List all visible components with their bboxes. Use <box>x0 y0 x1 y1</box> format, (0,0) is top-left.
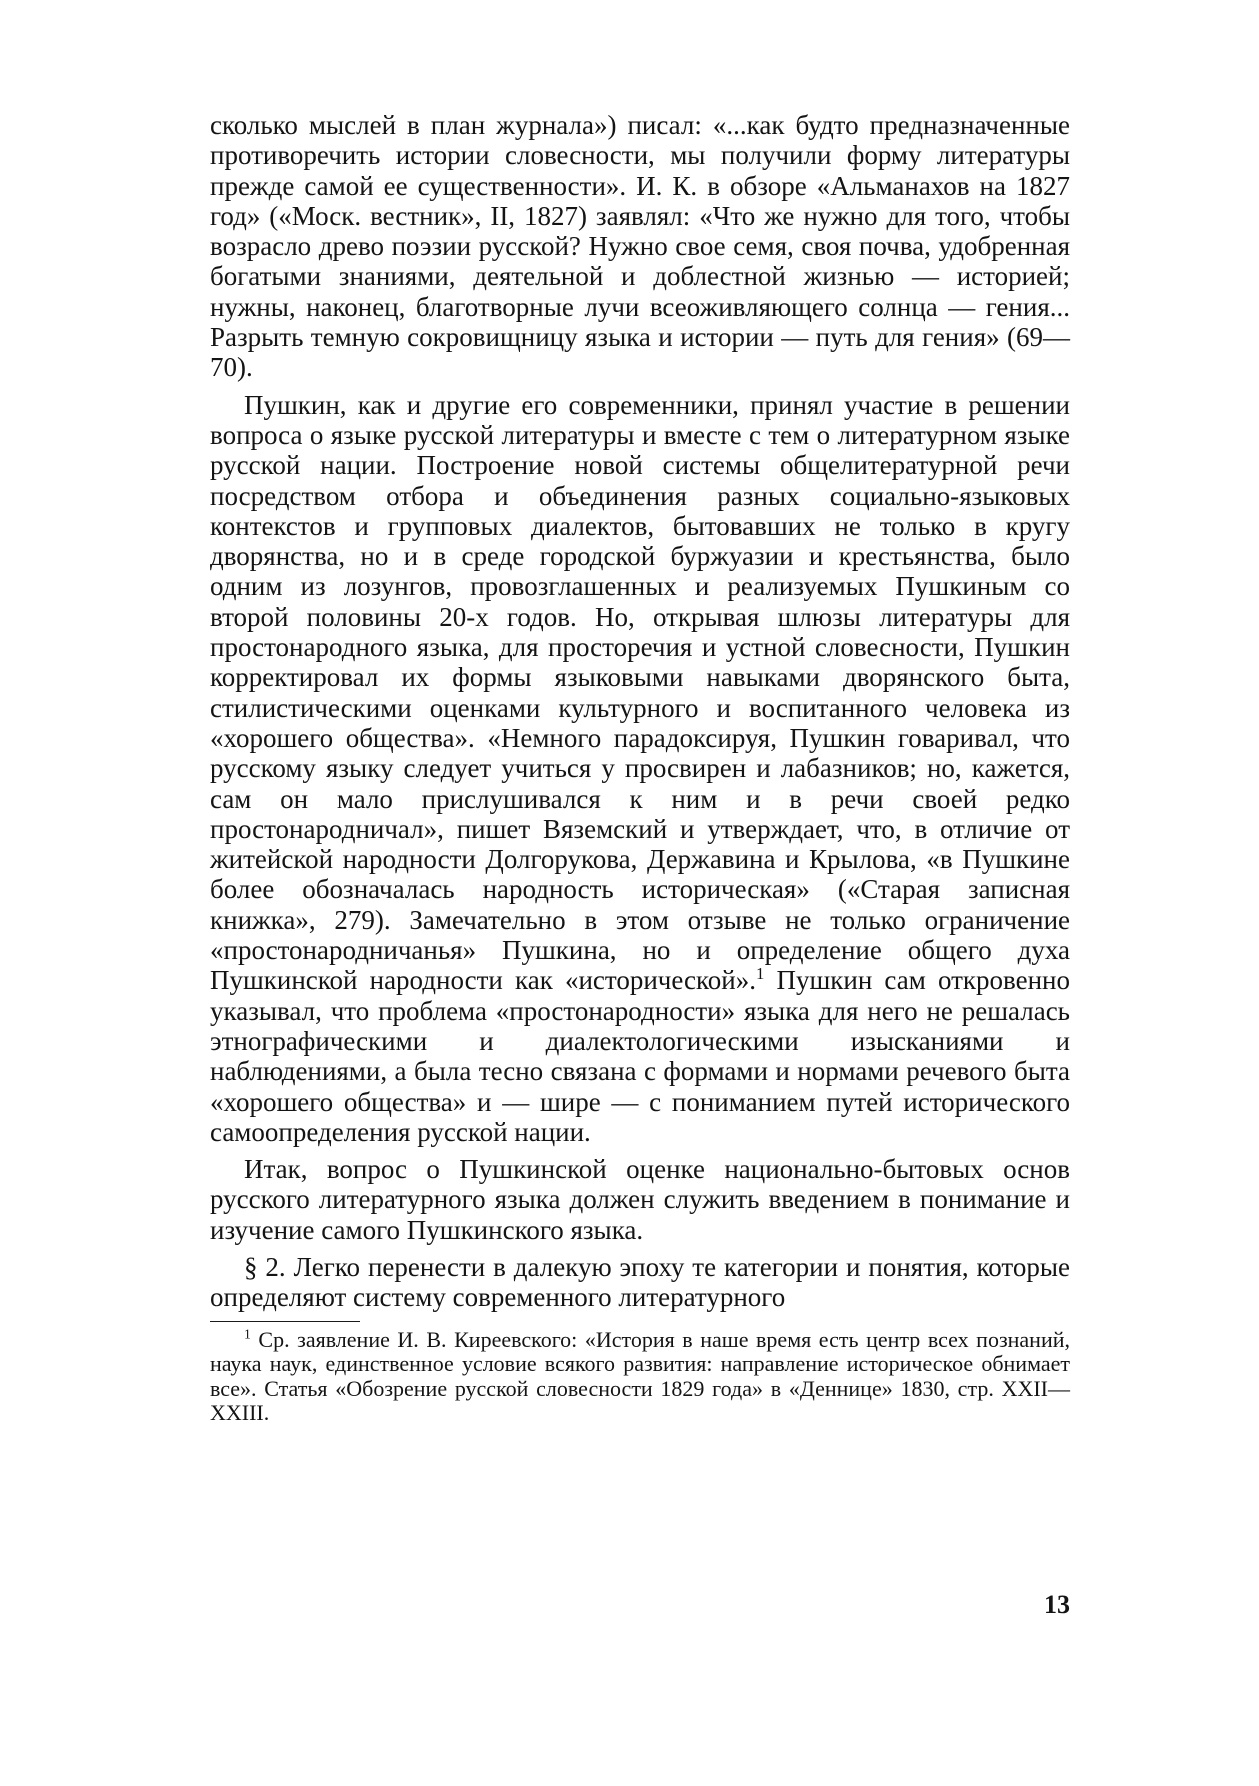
footnote-text: Ср. заявление И. В. Киреевского: «История в наше время есть центр всех познаний, наука наук, единственное условие всякого развития: направление историческое обнимает все». Статья «Обозрение русской словесности 1829 года» в «Деннице» 1830, стр. XXII—XXIII. <box>210 1326 1071 1426</box>
footnote-ref: 1 <box>755 964 765 984</box>
document-page <box>210 110 1070 1710</box>
paragraph-1: сколько мыслей в план журнала») писал: «...как будто предназначенные противоречить истории словесности, мы получили форму литературы прежде самой ее существенности». И. К. в обзоре «Альманахов на 1827 год» («Моск. вестник», II, 1827) заявлял: «Что же нужно для того, чтобы возрасло древо поэзии русской? Нужно свое семя, своя почва, удобренная богатыми знаниями, деятельной и доблестной жизнью — историей; нужны, наконец, благотворные лучи всеоживляющего солнца — гения... Разрыть темную сокровищницу языка и истории — путь для гения» (69—70). <box>210 110 1070 383</box>
paragraph-2-continued: Пушкин сам откровенно указывал, что проблема «простонародности» языка для него не решалась этнографическими и диалектологическими изысканиями и наблюдениями, а была тесно связана с формами и нормами речевого быта «хорошего общества» и — шире — с пониманием путей исторического самоопределения русской нации. <box>210 965 1070 1147</box>
page-number: 13 <box>1044 1590 1070 1619</box>
footnote-divider <box>210 1321 360 1322</box>
footnote-marker: 1 <box>244 1326 251 1342</box>
paragraph-2 <box>210 390 1070 1147</box>
paragraph-4: § 2. Легко перенести в далекую эпоху те категории и понятия, которые определяют систему современного литературного <box>210 1251 1070 1313</box>
footnote <box>210 1328 1070 1426</box>
body-text <box>210 110 1070 1313</box>
paragraph-3: Итак, вопрос о Пушкинской оценке национально-бытовых основ русского литературного языка должен служить введением в понимание и изучение самого Пушкинского языка. <box>210 1154 1070 1245</box>
paragraph-2-text: Пушкин, как и другие его современники, принял участие в решении вопроса о языке русской литературы и вместе с тем о литературном языке русской нации. Построение новой системы общелитературной речи посредством отбора и объединения разных социально-языковых контекстов и групповых диалектов, бытовавших не только в кругу дворянства, но и в среде городской буржуазии и крестьянства, было одним из лозунгов, провозглашенных и реализуемых Пушкиным со второй половины 20-х годов. Но, открывая шлюзы литературы для простонародного языка, для просторечия и устной словесности, Пушкин корректировал их формы языковыми навыками дворянского быта, стилистическими оценками культурного и воспитанного человека из «хорошего общества». «Немного парадоксируя, Пушкин говаривал, что русскому языку следует учиться у просвирен и лабазников; но, кажется, сам он мало прислушивался к ним и в речи своей редко простонародничал», пишет Вяземский и утверждает, что, в отличие от житейской народности Долгорукова, Державина и Крылова, «в Пушкине более обозначалась народность историческая» («Старая записная книжка», 279). Замечательно в этом отзыве не только ограничение «простонародничанья» Пушкина, но и определение общего духа Пушкинской народности как «исторической». <box>210 389 1070 996</box>
